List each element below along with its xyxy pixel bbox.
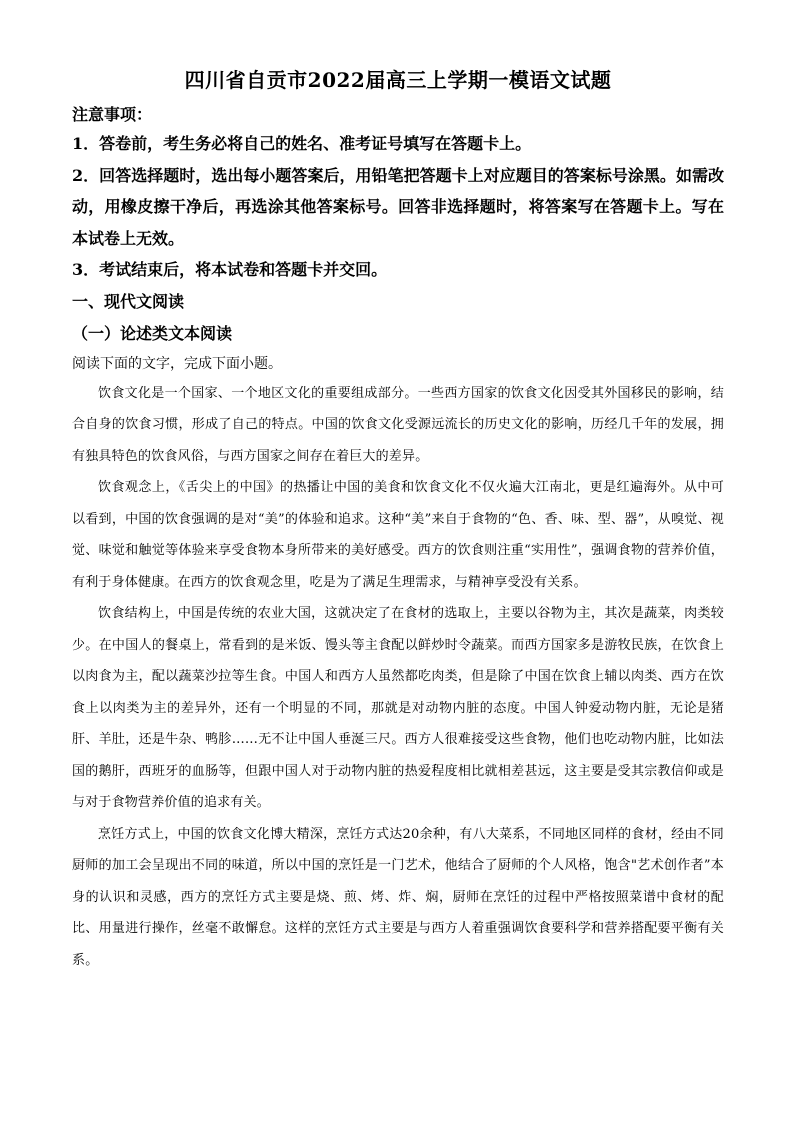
notice-item-2: 2．回答选择题时，选出每小题答案后，用铅笔把答题卡上对应题目的答案标号涂黑。如需改动，用橡皮擦干净后，再选涂其他答案标号。回答非选择题时，将答案写在答题卡上。写在本试卷上无效。	[72, 165, 724, 248]
exam-page	[72, 66, 724, 976]
notice-item-1: 1．答卷前，考生务必将自己的姓名、准考证号填写在答题卡上。	[72, 134, 532, 153]
article-paragraph: 烹饪方式上，中国的饮食文化博大精深，烹饪方式达20余种，有八大菜系，不同地区同样的食材，经由不同厨师的加工会呈现出不同的味道，所以中国的烹饪是一门艺术，他结合了厨师的个人风格，饱含"艺术创作者”本身的认识和灵感，西方的烹饪方式主要是烧、煎、烤、炸、焖，厨师在烹饪的过程中严格按照菜谱中食材的配比、用量进行操作，丝毫不敢懈怠。这样的烹饪方式主要是与西方人着重强调饮食要科学和营养搭配要平衡有关系。	[72, 826, 724, 968]
article-body	[72, 378, 724, 977]
article-paragraph: 饮食文化是一个国家、一个地区文化的重要组成部分。一些西方国家的饮食文化因受其外国移民的影响，结合自身的饮食习惯，形成了自己的特点。中国的饮食文化受源远流长的历史文化的影响，历经几千年的发展，拥有独具特色的饮食风俗，与西方国家之间存在着巨大的差异。	[72, 385, 724, 464]
notice-heading: 注意事项：	[72, 105, 153, 124]
reading-instruction: 阅读下面的文字，完成下面小题。	[72, 355, 282, 372]
article-paragraph: 饮食观念上，《舌尖上的中国》的热播让中国的美食和饮食文化不仅火遍大江南北，更是红遍海外。从中可以看到，中国的饮食强调的是对“美”的体验和追求。这种“美”来自于食物的“色、香、味、型、器”，从嗅觉、视觉、味觉和触觉等体验来享受食物本身所带来的美好感受。西方的饮食则注重“实用性”，强调食物的营养价值，有利于身体健康。在西方的饮食观念里，吃是为了满足生理需求，与精神享受没有关系。	[72, 480, 724, 590]
section-heading: 一、现代文阅读	[72, 291, 185, 311]
notice-section	[72, 102, 724, 286]
article-paragraph: 饮食结构上，中国是传统的农业大国，这就决定了在食材的选取上，主要以谷物为主，其次是蔬菜，肉类较少。在中国人的餐桌上，常看到的是米饭、馒头等主食配以鲜炒时令蔬菜。而西方国家多是游牧民族，在饮食上以肉食为主，配以蔬菜沙拉等生食。中国人和西方人虽然都吃肉类，但是除了中国在饮食上辅以肉类、西方在饮食上以肉类为主的差异外，还有一个明显的不同，那就是对动物内脏的态度。中国人钟爱动物内脏，无论是猪肝、羊肚，还是牛杂、鸭胗……无不让中国人垂涎三尺。西方人很难接受这些食物，他们也吃动物内脏，比如法国的鹅肝，西班牙的血肠等，但跟中国人对于动物内脏的热爱程度相比就相差甚远，这主要是受其宗教信仰或是与对于食物营养价值的追求有关。	[72, 606, 724, 810]
notice-item-3: 3．考试结束后，将本试卷和答题卡并交回。	[72, 260, 388, 279]
subsection-heading: （一）论述类文本阅读	[72, 323, 233, 343]
page-title: 四川省自贡市2022届高三上学期一模语文试题	[184, 68, 612, 92]
